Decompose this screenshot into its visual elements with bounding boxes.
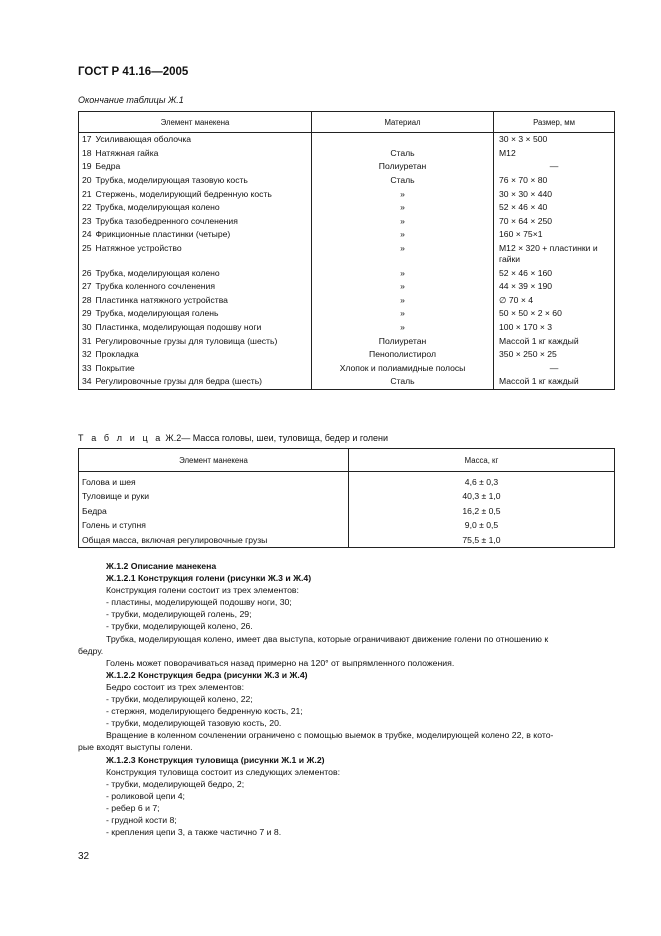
column-header-element: Элемент манекена (79, 449, 349, 472)
size-cell: ∅ 70 × 4 (494, 294, 615, 308)
size-cell: — (494, 362, 615, 376)
element-name-cell: Регулировочные грузы для бедра (шесть) (93, 375, 312, 389)
page-number: 32 (78, 851, 90, 862)
material-cell: » (312, 201, 494, 215)
table-dummy-elements (78, 111, 615, 390)
row-number-cell: 22 (79, 201, 93, 215)
table-row (79, 321, 615, 335)
element-name-cell: Регулировочные грузы для туловища (шесть) (93, 334, 312, 348)
table-row (79, 280, 615, 294)
material-cell: » (312, 215, 494, 229)
mass-value-cell: 16,2 ± 0,5 (349, 504, 615, 518)
element-name-cell: Фрикционные пластинки (четыре) (93, 228, 312, 242)
size-cell: — (494, 160, 615, 174)
row-number-cell: 25 (79, 242, 93, 267)
list-item: - трубки, моделирующей бедро, 2; (106, 778, 245, 789)
paragraph: Конструкция голени состоит из трех элементов: (106, 585, 299, 596)
paragraph: Бедро состоит из трех элементов: (106, 681, 245, 692)
element-name-cell: Голень и ступня (79, 518, 349, 532)
size-cell: 30 × 3 × 500 (494, 133, 615, 147)
row-number-cell: 21 (79, 187, 93, 201)
row-number-cell: 24 (79, 228, 93, 242)
mass-value-cell: 75,5 ± 1,0 (349, 533, 615, 548)
table-row (79, 242, 615, 267)
section-heading: Ж.1.2 Описание манекена (106, 561, 217, 571)
material-cell: Полиуретан (312, 160, 494, 174)
row-number-cell: 31 (79, 334, 93, 348)
row-number-cell: 27 (79, 280, 93, 294)
row-number-cell: 29 (79, 307, 93, 321)
paragraph-continuation: бедру. (78, 645, 104, 656)
list-item: - трубки, моделирующей колено, 22; (106, 694, 253, 705)
table-row (79, 334, 615, 348)
table-row (79, 362, 615, 376)
mass-value-cell: 40,3 ± 1,0 (349, 490, 615, 504)
element-name-cell: Голова и шея (79, 472, 349, 490)
size-cell: 160 × 75×1 (494, 228, 615, 242)
row-number-cell: 26 (79, 266, 93, 280)
table-row (79, 174, 615, 188)
element-name-cell: Трубка тазобедренного сочленения (93, 215, 312, 229)
table2-caption-label: Т а б л и ц а (78, 433, 163, 443)
element-name-cell: Пластинка натяжного устройства (93, 294, 312, 308)
table-row (79, 348, 615, 362)
row-number-cell: 33 (79, 362, 93, 376)
material-cell: Сталь (312, 174, 494, 188)
table-row (79, 160, 615, 174)
document-header: ГОСТ Р 41.16—2005 (78, 66, 189, 78)
subsection-heading: Ж.1.2.3 Конструкция туловища (рисунки Ж.1 и Ж.2) (106, 754, 325, 765)
table-row (79, 490, 615, 504)
table-row (79, 518, 615, 532)
list-item: - пластины, моделирующей подошву ноги, 30; (106, 597, 292, 608)
column-header-material: Материал (312, 112, 494, 133)
paragraph: Трубка, моделирующая колено, имеет два выступа, которые ограничивают движение голени по отношению к (106, 633, 549, 644)
material-cell: Пенополистирол (312, 348, 494, 362)
column-header-mass: Масса, кг (349, 449, 615, 472)
element-name-cell: Бедра (79, 504, 349, 518)
table-row (79, 147, 615, 161)
size-cell: 52 × 46 × 40 (494, 201, 615, 215)
material-cell: » (312, 187, 494, 201)
row-number-cell: 17 (79, 133, 93, 147)
element-name-cell: Бедра (93, 160, 312, 174)
table-row (79, 228, 615, 242)
element-name-cell: Трубка коленного сочленения (93, 280, 312, 294)
row-number-cell: 34 (79, 375, 93, 389)
list-item: - стержня, моделирующего бедренную кость, 21; (106, 706, 303, 717)
list-item: - трубки, моделирующей голень, 29; (106, 609, 252, 620)
element-name-cell: Общая масса, включая регулировочные грузы (79, 533, 349, 548)
table-mass (78, 448, 615, 548)
element-name-cell: Усиливающая оболочка (93, 133, 312, 147)
size-cell: Массой 1 кг каждый (494, 334, 615, 348)
table-row (79, 266, 615, 280)
size-cell: M12 × 320 + пластинки и гайки (494, 242, 615, 267)
size-cell: 76 × 70 × 80 (494, 174, 615, 188)
element-name-cell: Натяжное устройство (93, 242, 312, 267)
element-name-cell: Прокладка (93, 348, 312, 362)
size-cell: 50 × 50 × 2 × 60 (494, 307, 615, 321)
material-cell: Сталь (312, 147, 494, 161)
size-cell: M12 (494, 147, 615, 161)
paragraph: Конструкция туловища состоит из следующих элементов: (106, 766, 340, 777)
size-cell: 100 × 170 × 3 (494, 321, 615, 335)
table-header-row (79, 112, 615, 133)
material-cell: » (312, 307, 494, 321)
element-name-cell: Трубка, моделирующая колено (93, 201, 312, 215)
list-item: - трубки, моделирующей тазовую кость, 20. (106, 718, 282, 729)
table-row (79, 504, 615, 518)
list-item: - трубки, моделирующей колено, 26. (106, 621, 253, 632)
table-row (79, 307, 615, 321)
table-row (79, 533, 615, 548)
list-item: - роликовой цепи 4; (106, 790, 185, 801)
mass-value-cell: 9,0 ± 0,5 (349, 518, 615, 532)
paragraph: Голень может поворачиваться назад примерно на 120° от выпрямленного положения. (106, 657, 455, 668)
subsection-heading: Ж.1.2.1 Конструкция голени (рисунки Ж.3 и Ж.4) (106, 573, 312, 584)
table-row (79, 472, 615, 490)
row-number-cell: 30 (79, 321, 93, 335)
size-cell: 52 × 46 × 160 (494, 266, 615, 280)
material-cell (312, 133, 494, 147)
size-cell: 70 × 64 × 250 (494, 215, 615, 229)
material-cell: » (312, 242, 494, 267)
row-number-cell: 19 (79, 160, 93, 174)
paragraph-continuation: рые входят выступы голени. (78, 742, 193, 753)
size-cell: 30 × 30 × 440 (494, 187, 615, 201)
size-cell: 44 × 39 × 190 (494, 280, 615, 294)
table-row (79, 201, 615, 215)
row-number-cell: 32 (79, 348, 93, 362)
table1-caption: Окончание таблицы Ж.1 (78, 95, 184, 105)
column-header-size: Размер, мм (494, 112, 615, 133)
element-name-cell: Туловище и руки (79, 490, 349, 504)
material-cell: » (312, 228, 494, 242)
size-cell: 350 × 250 × 25 (494, 348, 615, 362)
mass-value-cell: 4,6 ± 0,3 (349, 472, 615, 490)
table-row (79, 215, 615, 229)
row-number-cell: 28 (79, 294, 93, 308)
element-name-cell: Пластинка, моделирующая подошву ноги (93, 321, 312, 335)
element-name-cell: Трубка, моделирующая голень (93, 307, 312, 321)
table-header-row (79, 449, 615, 472)
row-number-cell: 20 (79, 174, 93, 188)
table2-caption-title: Ж.2— Масса головы, шеи, туловища, бедер и голени (165, 433, 389, 443)
paragraph: Вращение в коленном сочленении ограничено с помощью выемок в трубке, моделирующей колено 22, в кото- (106, 730, 554, 741)
list-item: - крепления цепи 3, а также частично 7 и 8. (106, 827, 282, 838)
material-cell: » (312, 294, 494, 308)
material-cell: » (312, 266, 494, 280)
material-cell: Хлопок и полиамидные полосы (312, 362, 494, 376)
material-cell: » (312, 280, 494, 294)
element-name-cell: Трубка, моделирующая колено (93, 266, 312, 280)
material-cell: Полиуретан (312, 334, 494, 348)
section-text (78, 560, 616, 838)
list-item: - грудной кости 8; (106, 814, 177, 825)
table-row (79, 133, 615, 147)
element-name-cell: Стержень, моделирующий бедренную кость (93, 187, 312, 201)
element-name-cell: Покрытие (93, 362, 312, 376)
material-cell: » (312, 321, 494, 335)
size-cell: Массой 1 кг каждый (494, 375, 615, 389)
table2-caption (78, 433, 388, 443)
list-item: - ребер 6 и 7; (106, 802, 160, 813)
table-row (79, 294, 615, 308)
subsection-heading: Ж.1.2.2 Конструкция бедра (рисунки Ж.3 и Ж.4) (106, 669, 308, 680)
element-name-cell: Натяжная гайка (93, 147, 312, 161)
material-cell: Сталь (312, 375, 494, 389)
column-header-element: Элемент манекена (79, 112, 312, 133)
element-name-cell: Трубка, моделирующая тазовую кость (93, 174, 312, 188)
row-number-cell: 18 (79, 147, 93, 161)
row-number-cell: 23 (79, 215, 93, 229)
table-row (79, 375, 615, 389)
table-row (79, 187, 615, 201)
